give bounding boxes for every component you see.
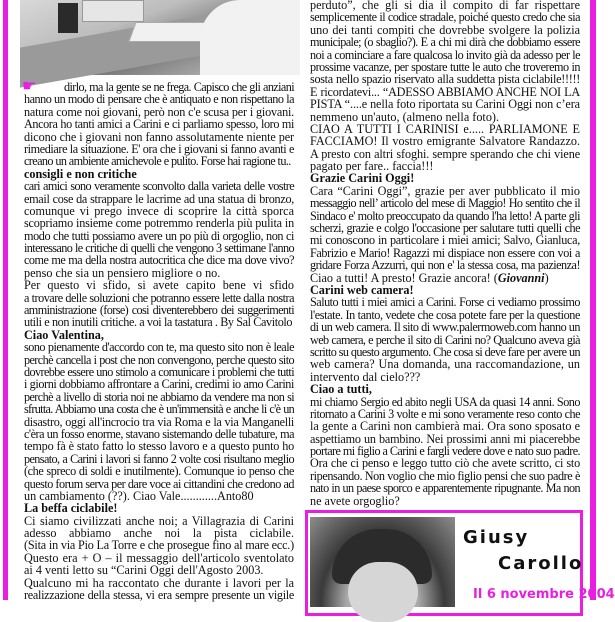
photo-person (200, 0, 300, 75)
line-text: creano un ambiente amichevole e pulito. Forse hai ragione tu.. (24, 154, 291, 169)
line-text: mi conoscono in particolare i miei amici; Salvo, Gianluca, (310, 233, 580, 248)
line-text: email cose da strappare le lacrime ad una statua di bronzo, (24, 191, 294, 206)
line-text: Fabrizio e Mario! Ragazzi mi dispiace non essere con voi a (310, 245, 580, 260)
line-text: nemmeno un'auto, (almeno nella foto). (310, 109, 500, 124)
line-text: web camera, e perche il sito di Carini no? Qualcuno aveva già (310, 332, 580, 347)
line-text: disastro, oggi all'incrocio tra via Roma e la via Manganelli (24, 414, 294, 429)
line-text: Qualcuno mi ha raccontato che durante i lavori per la (24, 575, 294, 590)
line-text: sfrutta. Abbiamo una costa che è un'immensità e anche li c'è un (24, 402, 294, 417)
memorial-date: Il 6 novembre 2004 (473, 587, 615, 602)
text-line (24, 589, 294, 601)
line-text: ripensando. Non voglio che mio figlio pensi che suo padre è (310, 468, 580, 483)
line-text: ai 4 venti letto su “Carini Oggi dell'Agosto 2003. (24, 563, 264, 578)
line-text: prossime vacanze, per spostare tutte le auto che troveremo in (310, 59, 580, 74)
line-text: aspettiamo un bambino. Nei prossimi anni mi piacerebbe (310, 431, 580, 446)
line-text: Sindaco e' molto preoccupato da quando l'ha letto! A parte gli (310, 208, 580, 223)
line-text: i giorni dobbiamo affrontare a Carini, credimi io amo Carini (24, 377, 294, 392)
line-text: Questo era + O – il messaggio dell'articolo sventolato (24, 550, 294, 565)
girl-portrait-photo (310, 517, 455, 607)
line-text: perduto”, che gli si dia il compito di far rispettare (310, 0, 580, 12)
line-text: (Sita in via Pio La Torre e che prosegue fino al mare ecc.) (24, 538, 294, 553)
line-text: Ciao Valentina, (24, 327, 104, 342)
line-text: Ciao a tutti, (310, 382, 372, 397)
memorial-box (305, 510, 615, 616)
line-text: Saluto tutti i miei amici a Carini. Forse ci vediamo prossimo (310, 295, 580, 310)
line-text: pensato, a Carini i lavori si fanno 2 volte cosi risultano meglio (24, 451, 294, 466)
photo-monitor (82, 0, 144, 22)
line-text: sosta nello spazio riservato alla suddetta pista ciclabile!!!!! (310, 72, 580, 87)
line-text: un cambiamento (??). Ciao Vale............Anto80 (24, 488, 254, 503)
line-text: A presto con altri sfoghi. sempre sperando che chi viene (310, 146, 580, 161)
line-text: come me ma della nostra autocritica che dice ma dove vivo? (24, 253, 294, 268)
line-text: perchè a livello di storia noi ne abbiamo da vendere ma non si (24, 389, 294, 404)
left-accent-bar (3, 0, 8, 600)
line-text: Ancora ho tanti amici a Carini e ci parliamo spesso, loro mi (24, 117, 294, 132)
line-text: scopriamo insieme come potremmo renderla più pulita in (24, 216, 294, 231)
line-text: Carini web camera! (310, 282, 414, 297)
line-text: mi chiamo Sergio ed abito negli USA da quasi 14 anni. Sono (310, 394, 580, 409)
line-text: E ricordatevi... “ADESSO ABBIAMO ANCHE NOI LA (310, 84, 580, 99)
line-text: di un web camera. Il sito di www.palermoweb.com hanno un (310, 320, 580, 335)
line-text: municipale; (o sbaglio?). E a chi mi dirà che dobbiamo essere (310, 35, 580, 50)
line-text: Per questo vi sfido, si avete capito bene vi sfido (24, 278, 294, 293)
pointing-hand-icon: ☛ (22, 78, 37, 95)
line-text: penso che sia un pensiero migliore o no. (24, 265, 221, 280)
line-text: l'estate. In tanto, vedete che cosa potete fare per la questione (310, 307, 580, 322)
line-text: portare mi figlio a Carini e fargli vedere dove e nato suo padre. (310, 444, 580, 459)
text-line (310, 495, 580, 507)
line-text: FACCIAMO! Il vostro emigrante Salvatore Randazzo. (310, 134, 580, 149)
line-text: Ciao a tutti! A presto! Grazie ancora! ( (310, 270, 498, 285)
line-text: realizzazione della stessa, vi era sempre presente un vigile (24, 588, 294, 603)
line-text: pagato per fare.. faccia!!! (310, 159, 434, 174)
line-text: rimediare la situazione. E' ora che i giovani si fanno avanti e (24, 141, 294, 156)
line-text: tempo fà è stato fatto lo stesso lavoro e a questo punto ho (24, 439, 294, 454)
signature: Giovanni (497, 270, 545, 285)
memorial-first-name: Giusy (463, 527, 530, 548)
memorial-last-name: Carollo (498, 553, 584, 574)
line-text: noi a cominciare a fare qualcosa lo invito già da adesso per le (310, 47, 580, 62)
line-text: cari amici sono veramente sconvolto dalla varieta delle vostre (24, 179, 294, 194)
line-text: modo che tutti possiamo avere un po più di orgoglio, non ci (24, 228, 294, 243)
line-text: a trovare delle soluzioni che potranno essere lette dalla nostra (24, 290, 294, 305)
line-text: c'èra un fosso enorme, stavano sistemando delle tubature, ma (24, 426, 294, 441)
right-accent-bar (590, 0, 596, 600)
line-text: scherzi, grazie e colgo l'occasione per salutare tutti quelli che (310, 221, 580, 236)
line-text: gridare Forza Azzurri, qui non e' la stessa cosa, ma pazienza! (310, 258, 580, 273)
line-text: ne avete orgoglio? (310, 493, 400, 508)
line-text: intervento dal cielo??? (310, 369, 421, 384)
line-text: amministrazione (forse) cosi diventerebbero dei suggerimenti (24, 303, 294, 318)
line-text: semplicemente il codice stradale, poiché questo credo che sia (310, 10, 580, 25)
line-text: nato in un paese sporco e apparentemente ripugnante. Ma non (310, 481, 580, 496)
line-text: adesso abbiamo anche noi la pista ciclabile. (24, 526, 294, 541)
photo-pen-holder (58, 3, 78, 33)
computer-desk-photo (20, 0, 288, 75)
line-text: Ora che ci penso e leggo tutto ciò che avete scritto, ci sto (310, 456, 580, 471)
line-text: web camera? Una domanda, una raccomandazione, un (310, 357, 580, 372)
line-text: hanno un modo di pensare che è antiquato e non rispettano la (24, 92, 294, 107)
line-text: interessano le critiche di quelli che vengono 3 settimane l'anno (24, 241, 294, 256)
line-text: questo forum serva per dare voce ai cittandini che credono ad (24, 476, 294, 491)
line-text: ritornato a Carini 3 volte e mi sono veramente reso conto che (310, 406, 580, 421)
line-text: uno dei tanti compiti che dovrebbe svolgere la polizia (310, 22, 580, 37)
line-text: dicono che i giovani non fanno assolutamente niente per (24, 129, 294, 144)
left-column-text (22, 78, 294, 603)
line-text: consigli e non critiche (24, 166, 137, 181)
line-text: dirlo, ma la gente se ne frega. Capisco che gli anziani (64, 80, 294, 94)
right-column-text (310, 0, 580, 507)
line-text: sono pienamente d'accordo con te, ma questo sito non è leale (24, 340, 294, 355)
line-text: scritto su questo argumento. Che cosa si deve fare per avere un (310, 344, 580, 359)
portrait-face (348, 562, 418, 622)
line-text: la gente a Carini non cambierà mai. Ora sono sposato e (310, 419, 580, 434)
line-text: PISTA “....e nella foto riportata su Carini Oggi non c’era (310, 97, 580, 112)
line-text: dovrebbe essere uno stimolo a comunicare i problemi che tutti (24, 364, 294, 379)
line-text: comunque vi prego invece di scoprire la città sporca (24, 203, 294, 218)
line-text: Cara “Carini Oggi”, grazie per aver pubblicato il mio (310, 183, 580, 198)
line-text: (che spreco di soldi e inutilmente). Comunque io penso che (24, 464, 294, 479)
closing-paren: ) (544, 270, 549, 285)
line-text: perchè cancella i post che non convengono, perche questo sito (24, 352, 294, 367)
line-text: messaggio nell’ articolo del mese di Maggio! Ho sentito che il (310, 196, 580, 211)
line-text: La beffa ciclabile! (24, 501, 118, 516)
line-text: CIAO A TUTTI I CARINISI e..... PARLIAMONE E (310, 121, 580, 136)
line-text: Grazie Carini Oggi! (310, 171, 415, 186)
line-text: natura come noi giovani, però non c'e scusa per i giovani. (24, 104, 294, 119)
line-text: Ci siamo civilizzati anche noi; a Villagrazia di Carini (24, 513, 294, 528)
line-text: utili e non inutili critiche. a voi la tastatura . By Sal Cavitolo (24, 315, 293, 330)
